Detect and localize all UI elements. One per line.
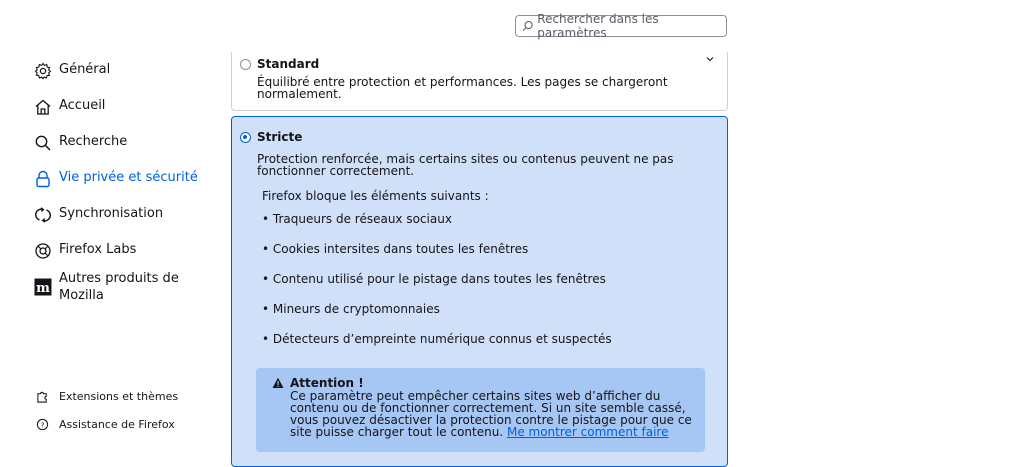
warning-icon [272, 377, 284, 389]
svg-text:m: m [36, 281, 50, 296]
sync-icon [34, 206, 52, 224]
sidebar-item-label: Recherche [59, 134, 128, 149]
help-link[interactable]: Me montrer comment faire [506, 425, 669, 439]
search-placeholder: Rechercher dans les paramètres [537, 12, 659, 40]
standard-description: Équilibré entre protection et performances. Les pages se chargeront normalement. [257, 75, 668, 101]
warning-body [290, 390, 700, 438]
footer-item-label: Assistance de Firefox [59, 418, 175, 431]
chevron-down-icon[interactable] [706, 55, 714, 63]
sidebar-item-label: Autres produits de Mozilla [59, 271, 179, 303]
sidebar-item-sync[interactable] [34, 206, 214, 224]
home-icon [34, 98, 52, 116]
sidebar-item-labs[interactable] [34, 242, 214, 260]
svg-text:?: ? [40, 420, 45, 430]
puzzle-icon [36, 390, 49, 403]
sidebar-item-privacy[interactable] [34, 170, 214, 188]
list-item: • Mineurs de cryptomonnaies [262, 302, 440, 316]
labs-icon [34, 242, 52, 260]
sidebar-item-home[interactable] [34, 98, 214, 116]
search-icon [522, 20, 533, 32]
warning-box [256, 368, 705, 452]
warning-text: Ce paramètre peut empêcher certains sites web d’afficher du contenu ou de fonctionner correctement. Si un site semble cassé, vous pouvez désactiver la protection contre le pistage pour que ce site puisse charger tout le contenu. [290, 389, 692, 439]
strict-title: Stricte [257, 130, 303, 144]
strict-description: Protection renforcée, mais certains sites ou contenus peuvent ne pas fonctionner correctement. [257, 152, 674, 178]
lock-icon [34, 170, 52, 188]
blocked-intro: Firefox bloque les éléments suivants : [262, 189, 489, 203]
sidebar-item-label: Vie privée et sécurité [59, 170, 198, 185]
footer-extensions-link[interactable] [36, 390, 178, 403]
sidebar-item-label: Accueil [59, 98, 106, 113]
list-item: • Contenu utilisé pour le pistage dans toutes les fenêtres [262, 272, 606, 286]
help-icon [36, 418, 49, 431]
sidebar-item-label: Synchronisation [59, 206, 164, 221]
list-item: • Cookies intersites dans toutes les fenêtres [262, 242, 529, 256]
list-item: • Détecteurs d’empreinte numérique connus et suspectés [262, 332, 612, 346]
standard-title: Standard [257, 57, 320, 71]
sidebar-item-general[interactable] [34, 62, 214, 80]
gear-icon [34, 62, 52, 80]
footer-support-link[interactable] [36, 418, 175, 431]
standard-radio[interactable] [240, 59, 251, 70]
warning-title: Attention ! [290, 376, 364, 390]
sidebar-item-label: Firefox Labs [59, 242, 137, 257]
strict-option-card[interactable] [231, 116, 728, 467]
list-item: • Traqueurs de réseaux sociaux [262, 212, 452, 226]
search-input[interactable] [515, 12, 727, 40]
standard-option-card[interactable] [231, 52, 728, 111]
strict-radio[interactable] [240, 132, 251, 143]
search-icon [34, 134, 52, 152]
sidebar-item-mozilla-products[interactable] [34, 270, 214, 304]
footer-item-label: Extensions et thèmes [59, 390, 179, 403]
sidebar-item-search[interactable] [34, 134, 214, 152]
mozilla-icon [34, 278, 52, 296]
sidebar-item-label: Général [59, 62, 111, 77]
